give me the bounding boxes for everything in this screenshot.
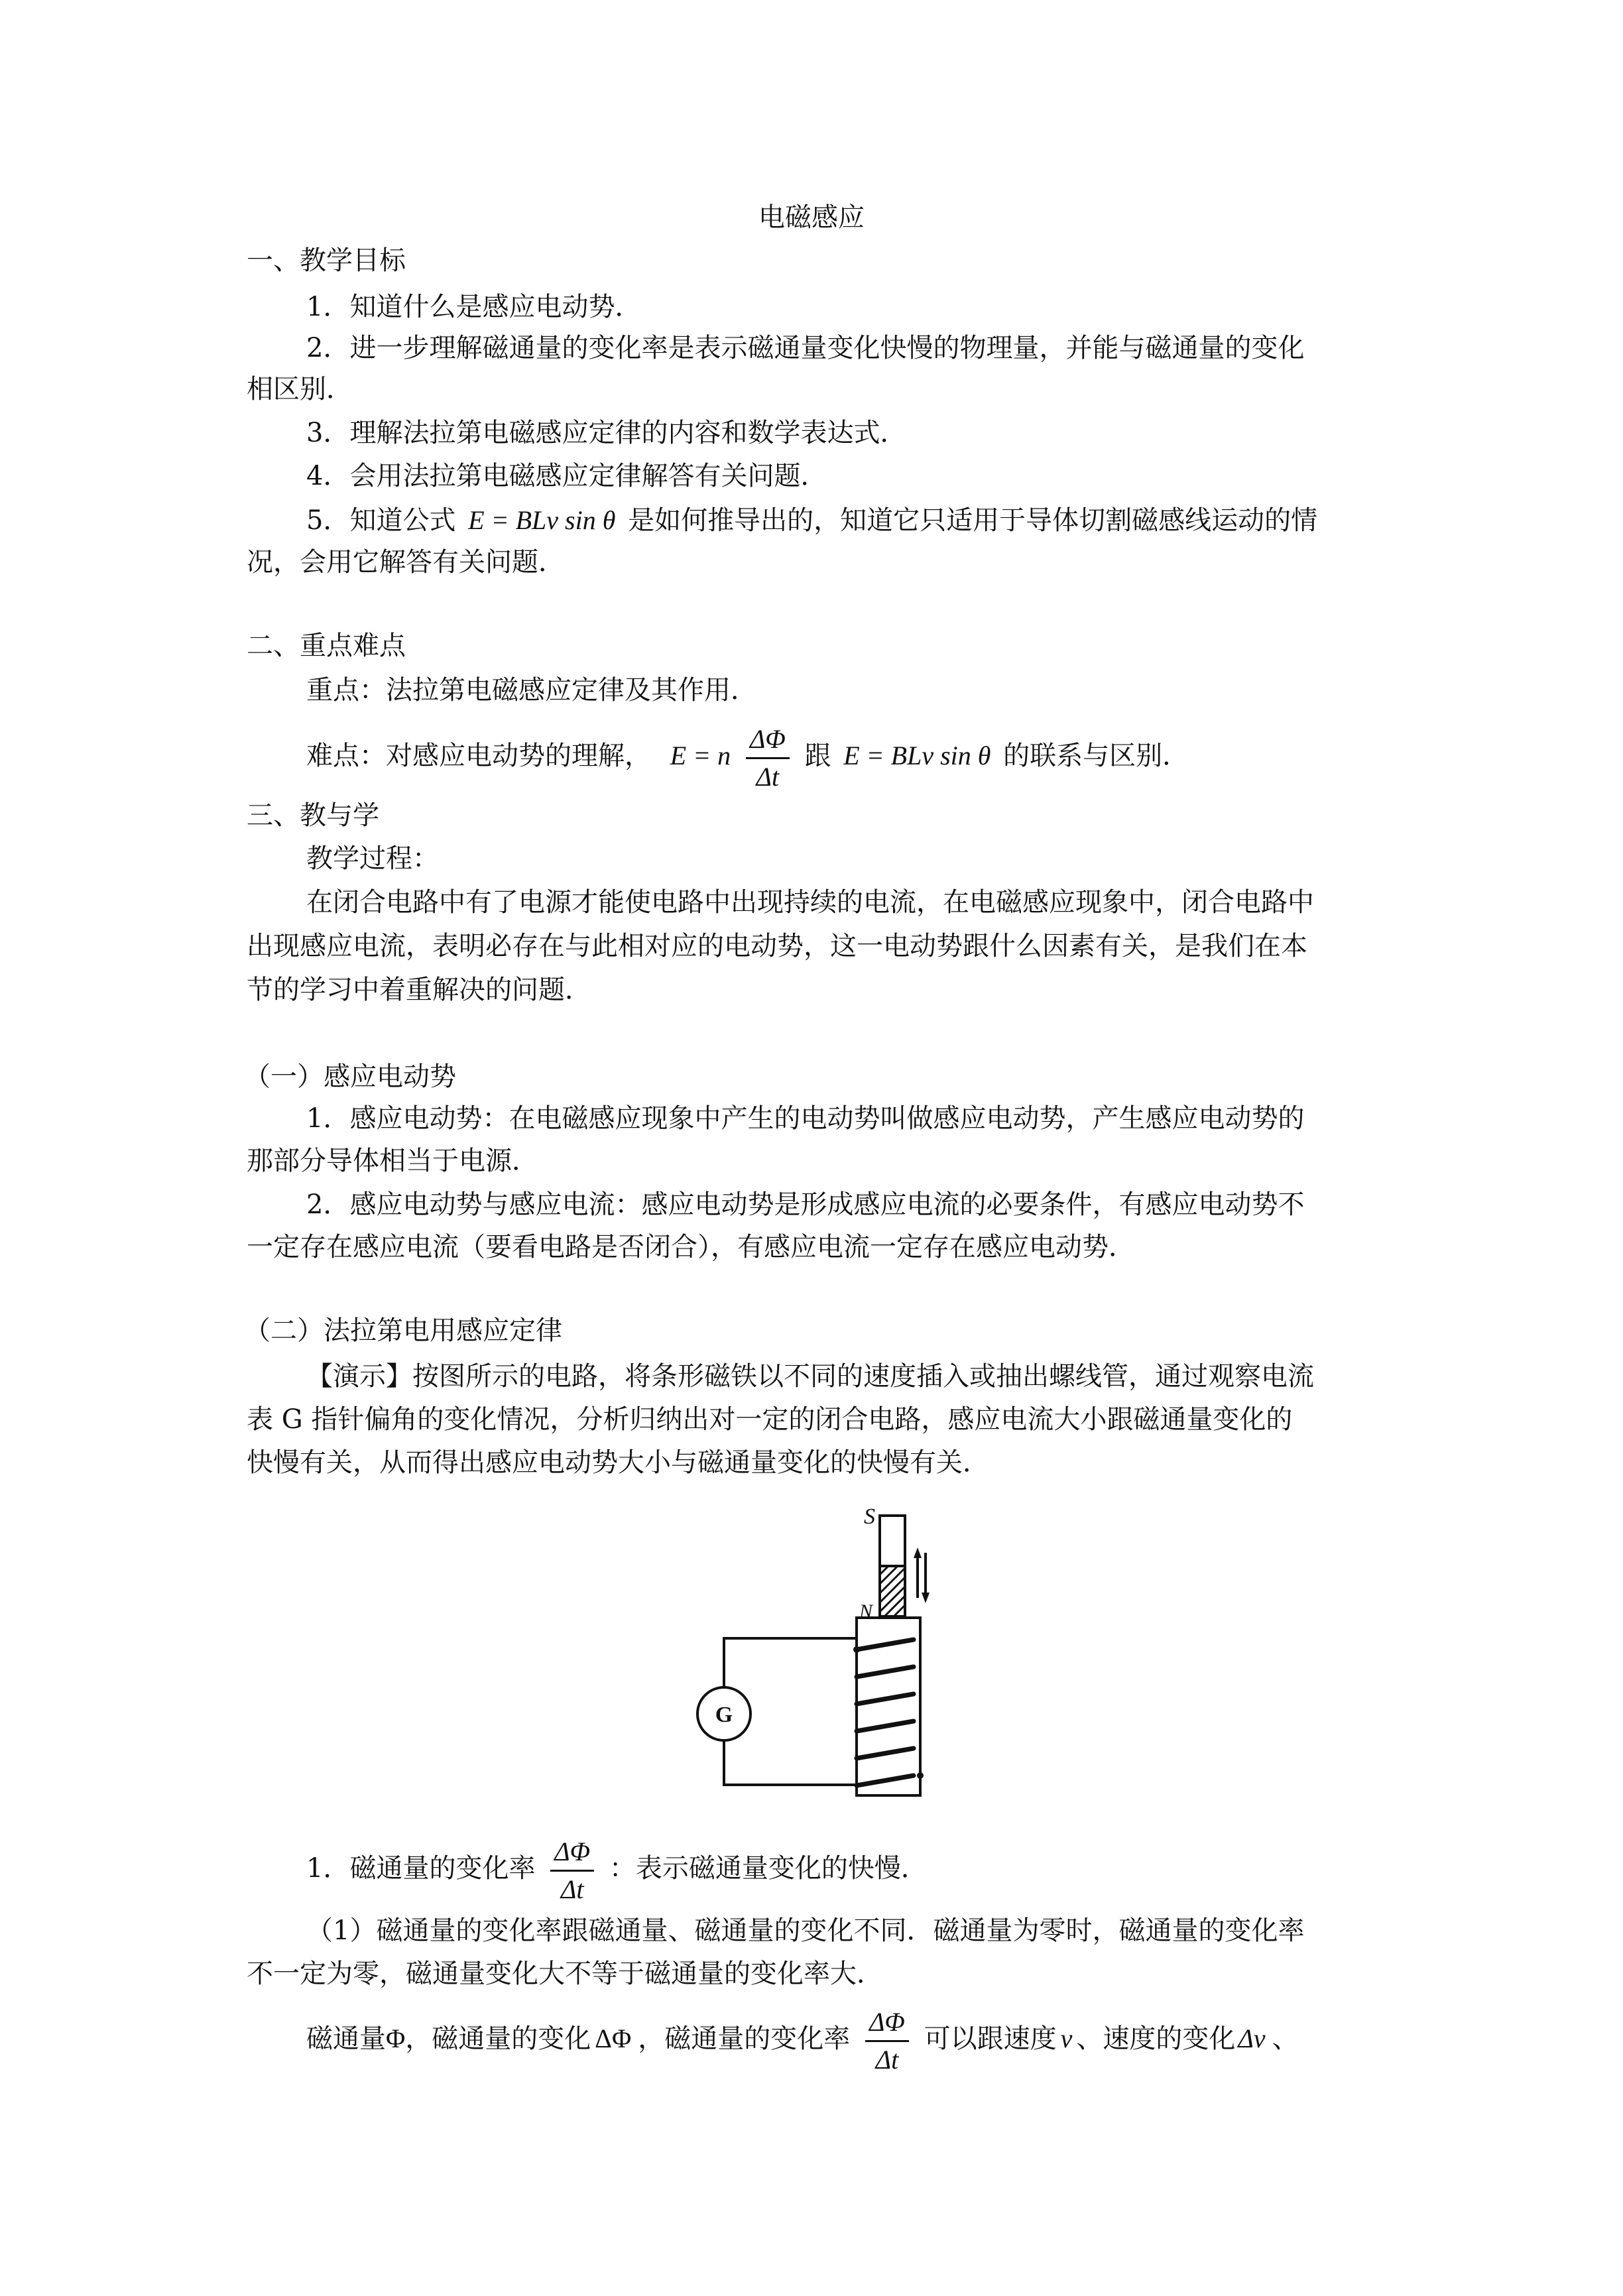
formula-e-equals-n: E = n [670,741,731,770]
circuit-diagram [696,1495,948,1807]
emf-current-line-1: 2．感应电动势与感应电流：感应电动势是形成感应电流的必要条件，有感应电动势不 [306,1189,1305,1220]
emf-definition-line-1: 1．感应电动势：在电磁感应现象中产生的电动势叫做感应电动势，产生感应电动势的 [306,1103,1305,1134]
subsection-heading-faraday: （二）法拉第电用感应定律 [244,1315,562,1346]
demo-line-2: 表 G 指针偏角的变化情况，分析归纳出对一定的闭合电路，感应电流大小跟磁通量变化的 [247,1404,1293,1435]
fraction-numerator-3: ΔΦ [865,2004,909,2042]
symbol-delta-phi: ΔΦ [595,2024,632,2053]
teaching-process-label: 教学过程： [306,843,439,874]
rate-definition-suffix: ：表示磁通量变化的快慢． [609,1853,928,1884]
formula-e-blv-sin-2: E = BLv sin θ [843,741,991,770]
coil-windings [857,1640,914,1785]
label-s: S [864,1504,875,1529]
intro-paragraph-line-1: 在闭合电路中有了电源才能使电路中出现持续的电流，在电磁感应现象中，闭合电路中 [306,887,1314,918]
fraction-denominator-3: Δt [875,2044,899,2075]
demo-line-3: 快慢有关，从而得出感应电动势大小与磁通量变化的快慢有关． [247,1447,989,1478]
circuit-wire-top [724,1638,857,1687]
fraction-numerator: ΔΦ [746,721,790,759]
page-title: 电磁感应 [758,202,865,233]
objective-3: 3．理解法拉第电磁感应定律的内容和数学表达式． [306,418,907,448]
rate-definition-line [306,1829,928,1908]
symbol-delta-v: Δv [1238,2024,1266,2053]
difficulty-suffix: 的联系与区别． [1003,741,1189,771]
key-point: 重点：法拉第电磁感应定律及其作用． [306,675,757,705]
subsection-heading-emf: （一）感应电动势 [244,1061,456,1092]
objective-4: 4．会用法拉第电磁感应定律解答有关问题． [306,461,827,491]
up-arrowhead [914,1547,922,1558]
section-heading-teaching: 三、教与学 [247,800,379,831]
section-heading-key-points: 二、重点难点 [247,631,406,661]
fraction-denominator: Δt [756,761,780,792]
objective-1: 1．知道什么是感应电动势． [306,292,642,322]
symbol-v: v [1060,2024,1073,2053]
analogy-part-e: 、速度的变化 [1076,2024,1236,2054]
label-n: N [859,1601,873,1622]
difficulty-line [306,716,1189,796]
analogy-part-f: 、 [1272,2024,1299,2054]
fraction-dphi-dt-2 [550,1834,594,1907]
objective-2-line-2: 相区别． [247,374,353,404]
fraction-numerator-2: ΔΦ [550,1834,594,1872]
difficulty-prefix: 难点：对感应电动势的理解， [306,741,651,771]
intro-paragraph-line-3: 节的学习中着重解决的问题． [247,975,591,1005]
galvanometer-label: G [715,1703,733,1727]
difficulty-connector: 跟 [804,741,831,771]
analogy-part-d: 可以跟速度 [924,2024,1057,2054]
rate-note-line-1: （1）磁通量的变化率跟磁通量、磁通量的变化不同．磁通量为零时，磁通量的变化率 [306,1915,1305,1946]
rate-note-line-2: 不一定为零，磁通量变化大不等于磁通量的变化率大． [247,1959,883,1989]
objective-5-prefix: 5．知道公式 [306,505,456,536]
rate-analogy-line [306,1999,1299,2079]
analogy-part-b: ，磁通量的变化 [405,2024,591,2054]
demo-line-1: 【演示】按图所示的电路，将条形磁铁以不同的速度插入或抽出螺线管，通过观察电流 [306,1361,1314,1392]
objective-2-line-1: 2．进一步理解磁通量的变化率是表示磁通量变化快慢的物理量，并能与磁通量的变化 [306,333,1305,363]
fraction-dphi-dt [746,721,790,795]
emf-definition-line-2: 那部分导体相当于电源． [247,1146,538,1176]
symbol-phi: Φ [386,2024,406,2053]
section-heading-objectives: 一、教学目标 [247,245,406,276]
formula-e-blv-sin: E = BLv sin θ [468,505,616,535]
analogy-part-c: ，磁通量的变化率 [638,2024,851,2054]
intro-paragraph-line-2: 出现感应电流，表明必存在与此相对应的电动势，这一电动势跟什么因素有关，是我们在本 [247,931,1307,961]
analogy-part-a: 磁通量 [306,2024,386,2054]
rate-definition-prefix: 1．磁通量的变化率 [306,1853,536,1884]
emf-current-line-2: 一定存在感应电流（要看电路是否闭合），有感应电流一定存在感应电动势． [247,1232,1135,1262]
objective-5-line-1 [306,503,1317,538]
down-arrowhead [922,1593,930,1603]
objective-5-line-2: 况，会用它解答有关问题． [247,547,565,577]
objective-5-suffix: 是如何推导出的，知道它只适用于导体切割磁感线运动的情 [628,505,1318,536]
circuit-wire-bottom [724,1740,857,1785]
fraction-denominator-2: Δt [560,1874,584,1904]
fraction-dphi-dt-3 [865,2004,909,2078]
